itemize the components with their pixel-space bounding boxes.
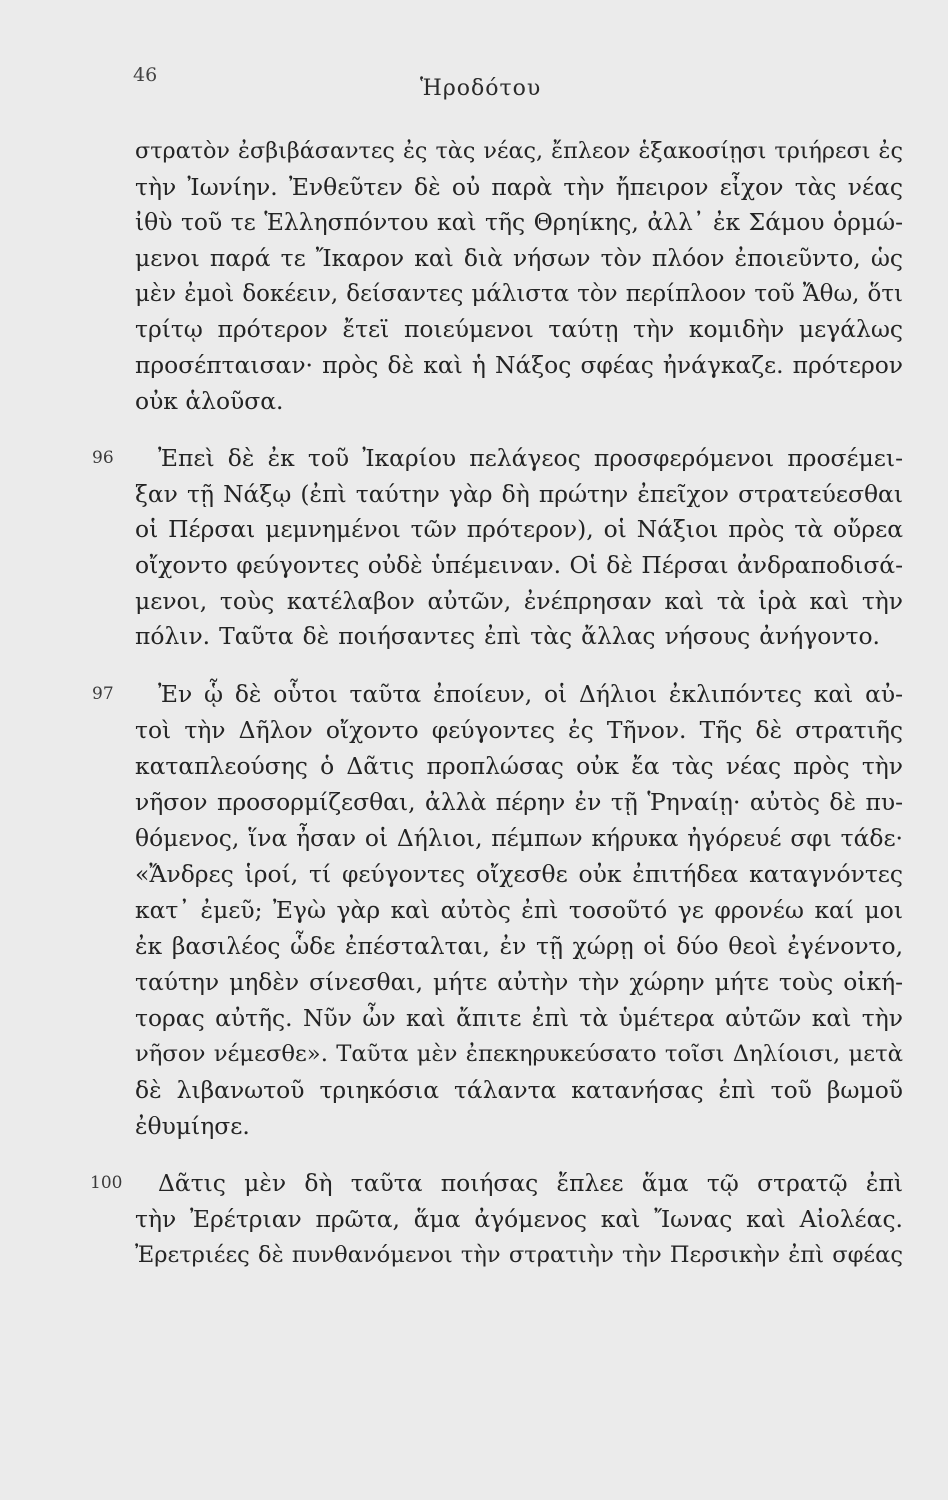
text-line: Ἐν ᾧ δὲ οὗτοι ταῦτα ἐποίευν, οἱ Δήλιοι ἐκλιπόντες καὶ αὐ- — [158, 680, 903, 708]
page-number: 46 — [133, 64, 158, 86]
text-line: οἱ Πέρσαι μεμνημένοι τῶν πρότερον), οἱ Νάξιοι πρὸς τὰ οὔρεα — [135, 515, 903, 543]
text-line: πόλιν. Ταῦτα δὲ ποιήσαντες ἐπὶ τὰς ἄλλας νήσους ἀνήγοντο. — [135, 622, 880, 650]
text-line: ἐκ βασιλέος ὧδε ἐπέσταλται, ἐν τῇ χώρῃ οἱ δύο θεοὶ ἐγένοντο, — [135, 932, 903, 960]
text-line: ταύτην μηδὲν σίνεσθαι, μήτε αὐτὴν τὴν χώρην μήτε τοὺς οἰκή- — [135, 968, 903, 996]
text-line: νῆσον προσορμίζεσθαι, ἀλλὰ πέρην ἐν τῇ Ῥηναίῃ· αὐτὸς δὲ πυ- — [135, 788, 903, 816]
text-line: μενοι παρά τε Ἴκαρον καὶ διὰ νήσων τὸν πλόον ἐποιεῦντο, ὡς — [135, 244, 903, 272]
text-line: δὲ λιβανωτοῦ τριηκόσια τάλαντα κατανήσας ἐπὶ τοῦ βωμοῦ — [135, 1076, 903, 1104]
text-line: ἰθὺ τοῦ τε Ἑλλησπόντου καὶ τῆς Θρηίκης, ἀλλ᾽ ἐκ Σάμου ὁρμώ- — [135, 208, 903, 236]
section-number: 96 — [92, 448, 114, 468]
text-line: τὴν Ἐρέτριαν πρῶτα, ἅμα ἀγόμενος καὶ Ἴωνας καὶ Αἰολέας. — [135, 1205, 903, 1233]
text-line: θόμενος, ἵνα ἦσαν οἱ Δήλιοι, πέμπων κήρυκα ἠγόρευέ σφι τάδε· — [135, 824, 903, 852]
text-line: Ἐρετριέες δὲ πυνθανόμενοι τὴν στρατιὴν τὴν Περσικὴν ἐπὶ σφέας — [135, 1242, 903, 1268]
text-line: καταπλεούσης ὁ Δᾶτις προπλώσας οὐκ ἔα τὰς νέας πρὸς τὴν — [135, 752, 903, 780]
text-line: τοὶ τὴν Δῆλον οἴχοντο φεύγοντες ἐς Τῆνον. Τῆς δὲ στρατιῆς — [135, 716, 903, 744]
text-line: οἴχοντο φεύγοντες οὐδὲ ὑπέμειναν. Οἱ δὲ Πέρσαι ἀνδραποδισά- — [135, 551, 903, 579]
text-line: Δᾶτις μὲν δὴ ταῦτα ποιήσας ἔπλεε ἅμα τῷ στρατῷ ἐπὶ — [158, 1169, 903, 1197]
text-line: Ἐπεὶ δὲ ἐκ τοῦ Ἰκαρίου πελάγεος προσφερόμενοι προσέμει- — [158, 444, 903, 472]
text-line: μὲν ἐμοὶ δοκέειν, δείσαντες μάλιστα τὸν περίπλοον τοῦ Ἄθω, ὅτι — [135, 281, 903, 307]
text-line: μενοι, τοὺς κατέλαβον αὐτῶν, ἐνέπρησαν καὶ τὰ ἱρὰ καὶ τὴν — [135, 587, 903, 615]
text-line: τρίτῳ πρότερον ἔτεϊ ποιεύμενοι ταύτῃ τὴν κομιδὴν μεγάλως — [135, 315, 903, 343]
text-line: τορας αὐτῆς. Νῦν ὦν καὶ ἄπιτε ἐπὶ τὰ ὑμέτερα αὐτῶν καὶ τὴν — [135, 1004, 903, 1032]
text-line: «Ἄνδρες ἱροί, τί φεύγοντες οἴχεσθε οὐκ ἐπιτήδεα καταγνόντες — [135, 860, 903, 888]
text-line: τὴν Ἰωνίην. Ἐνθεῦτεν δὲ οὐ παρὰ τὴν ἤπειρον εἶχον τὰς νέας — [135, 173, 903, 201]
text-line: οὐκ ἁλοῦσα. — [135, 387, 284, 415]
text-line: κατ᾽ ἐμεῦ; Ἐγὼ γὰρ καὶ αὐτὸς ἐπὶ τοσοῦτό γε φρονέω καί μοι — [135, 896, 903, 924]
text-line: νῆσον νέμεσθε». Ταῦτα μὲν ἐπεκηρυκεύσατο τοῖσι Δηλίοισι, μετὰ — [135, 1041, 903, 1067]
text-line: ἐθυμίησε. — [135, 1112, 250, 1140]
section-number: 100 — [90, 1173, 123, 1193]
section-number: 97 — [92, 684, 114, 704]
running-title: Ἡροδότου — [420, 76, 542, 101]
text-line: ξαν τῇ Νάξῳ (ἐπὶ ταύτην γὰρ δὴ πρώτην ἐπεῖχον στρατεύεσθαι — [135, 480, 903, 508]
text-line: προσέπταισαν· πρὸς δὲ καὶ ἡ Νάξος σφέας ἠνάγκαζε. πρότερον — [135, 351, 903, 379]
text-line: στρατὸν ἐσβιβάσαντες ἐς τὰς νέας, ἔπλεον ἑξακοσίῃσι τριήρεσι ἐς — [135, 138, 903, 164]
